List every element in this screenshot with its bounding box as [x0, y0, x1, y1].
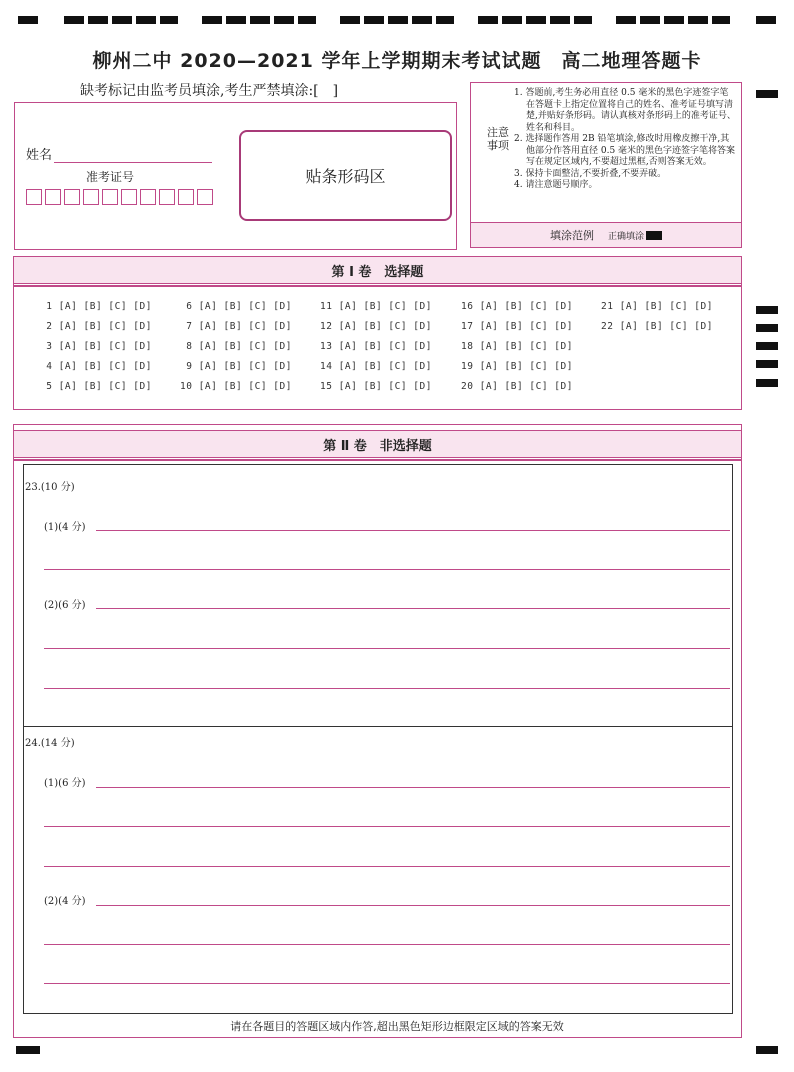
exam-id-digit-box[interactable] [178, 189, 194, 205]
choice-question-3[interactable]: 3 [A] [B] [C] [D] [40, 341, 152, 352]
choice-question-14[interactable]: 14 [A] [B] [C] [D] [320, 361, 432, 372]
notice-item: 3. 保持卡面整洁,不要折叠,不要弄破。 [514, 168, 667, 179]
choice-question-2[interactable]: 2 [A] [B] [C] [D] [40, 321, 152, 332]
notice-item: 4. 请注意题号顺序。 [514, 180, 598, 190]
answer-line[interactable] [44, 569, 730, 570]
choice-question-4[interactable]: 4 [A] [B] [C] [D] [40, 361, 152, 372]
q24-sub2-label: (2)(4 分) [44, 896, 86, 907]
exam-id-boxes[interactable] [26, 189, 213, 205]
timing-mark [202, 16, 316, 24]
notice-side-label: 注意事项 [487, 126, 509, 152]
exam-id-digit-box[interactable] [83, 189, 99, 205]
timing-mark [340, 16, 454, 24]
answer-area-frame [23, 464, 733, 1014]
choice-question-11[interactable]: 11 [A] [B] [C] [D] [320, 301, 432, 312]
answer-line[interactable] [96, 608, 730, 609]
timing-mark [18, 16, 38, 24]
q23-sub2-label: (2)(6 分) [44, 600, 86, 611]
choice-question-12[interactable]: 12 [A] [B] [C] [D] [320, 321, 432, 332]
choice-question-8[interactable]: 8 [A] [B] [C] [D] [180, 341, 292, 352]
notice-item: 2. 选择题作答用 2B 铅笔填涂,修改时用橡皮擦干净,其他部分作答用直径 0.5 毫米的黑色字迹签字笔将答案写在规定区域内,不要超过黑框,否则答案无效。 [514, 134, 736, 167]
choice-question-1[interactable]: 1 [A] [B] [C] [D] [40, 301, 152, 312]
notice-list [514, 88, 736, 192]
exam-id-label: 准考证号 [86, 170, 135, 184]
choice-question-10[interactable]: 10 [A] [B] [C] [D] [180, 381, 292, 392]
fill-example [470, 222, 742, 248]
timing-mark [756, 1046, 778, 1054]
choice-question-20[interactable]: 20 [A] [B] [C] [D] [461, 381, 573, 392]
answer-line[interactable] [44, 688, 730, 689]
q23-sub1-label: (1)(4 分) [44, 522, 86, 533]
choice-question-19[interactable]: 19 [A] [B] [C] [D] [461, 361, 573, 372]
name-line[interactable] [54, 148, 212, 163]
question-divider [24, 726, 732, 727]
q24-sub1-label: (1)(6 分) [44, 778, 86, 789]
filled-bubble-icon [646, 231, 662, 240]
section2-header [13, 430, 742, 458]
timing-mark [756, 90, 778, 98]
timing-mark [616, 16, 730, 24]
exam-id-digit-box[interactable] [121, 189, 137, 205]
timing-mark [478, 16, 592, 24]
choice-question-22[interactable]: 22 [A] [B] [C] [D] [601, 321, 713, 332]
choice-question-9[interactable]: 9 [A] [B] [C] [D] [180, 361, 292, 372]
fill-example-correct: 正确填涂 [607, 231, 644, 242]
notice-item: 1. 答题前,考生务必用直径 0.5 毫米的黑色字迹签字笔在答题卡上指定位置将自己的姓名、准考证号填写清楚,并贴好条形码。请认真核对条形码上的准考证号、姓名和科目。 [514, 88, 736, 133]
choice-question-15[interactable]: 15 [A] [B] [C] [D] [320, 381, 432, 392]
exam-id-digit-box[interactable] [26, 189, 42, 205]
barcode-label: 贴条形码区 [305, 167, 386, 186]
choice-question-21[interactable]: 21 [A] [B] [C] [D] [601, 301, 713, 312]
answer-line[interactable] [44, 866, 730, 867]
barcode-area [239, 130, 452, 221]
exam-id-digit-box[interactable] [64, 189, 80, 205]
name-label: 姓名 [26, 148, 53, 163]
choice-question-7[interactable]: 7 [A] [B] [C] [D] [180, 321, 292, 332]
answer-line[interactable] [44, 983, 730, 984]
section1-header [13, 256, 742, 284]
answer-line[interactable] [44, 826, 730, 827]
answer-line[interactable] [96, 787, 730, 788]
choice-question-18[interactable]: 18 [A] [B] [C] [D] [461, 341, 573, 352]
q23-label: 23.(10 分) [25, 482, 75, 493]
choice-question-17[interactable]: 17 [A] [B] [C] [D] [461, 321, 573, 332]
choice-question-13[interactable]: 13 [A] [B] [C] [D] [320, 341, 432, 352]
absent-mark-note: 缺考标记由监考员填涂,考生严禁填涂:[ ] [80, 83, 339, 99]
footer-note: 请在各题目的答题区域内作答,超出黑色矩形边框限定区域的答案无效 [230, 1020, 564, 1033]
answer-line[interactable] [96, 905, 730, 906]
answer-line[interactable] [96, 530, 730, 531]
exam-id-digit-box[interactable] [140, 189, 156, 205]
page-title: 柳州二中 2020—2021 学年上学期期末考试试题 高二地理答题卡 [92, 50, 702, 72]
answer-line[interactable] [44, 944, 730, 945]
choice-question-5[interactable]: 5 [A] [B] [C] [D] [40, 381, 152, 392]
exam-id-digit-box[interactable] [45, 189, 61, 205]
choice-question-16[interactable]: 16 [A] [B] [C] [D] [461, 301, 573, 312]
exam-id-digit-box[interactable] [102, 189, 118, 205]
section2-title: 第 Ⅱ 卷 非选择题 [323, 438, 432, 454]
timing-mark [756, 324, 778, 332]
q24-label: 24.(14 分) [25, 738, 75, 749]
timing-mark [64, 16, 178, 24]
timing-mark [756, 342, 778, 350]
answer-line[interactable] [44, 648, 730, 649]
name-field[interactable] [26, 144, 212, 163]
timing-mark [756, 16, 776, 24]
timing-mark [756, 360, 778, 368]
timing-mark [16, 1046, 40, 1054]
timing-mark [756, 306, 778, 314]
choice-question-6[interactable]: 6 [A] [B] [C] [D] [180, 301, 292, 312]
section1-title: 第 Ⅰ 卷 选择题 [331, 264, 424, 280]
exam-id-digit-box[interactable] [197, 189, 213, 205]
fill-example-label: 填涂范例 [549, 229, 594, 242]
exam-id-digit-box[interactable] [159, 189, 175, 205]
timing-mark [756, 379, 778, 387]
